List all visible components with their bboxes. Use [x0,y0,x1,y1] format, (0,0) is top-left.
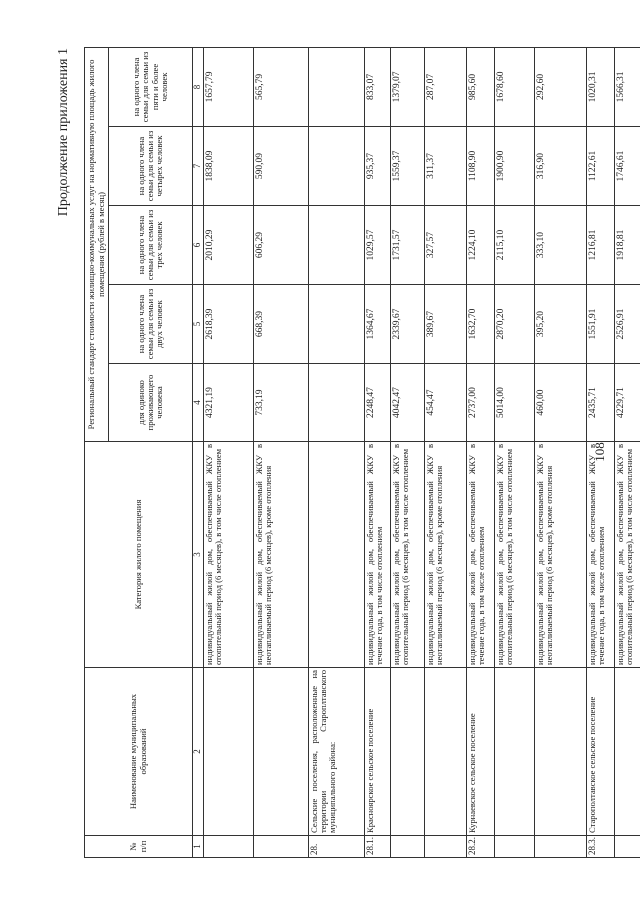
value-family-3: 1918,81 [614,206,640,285]
row-number: 28.2. [466,836,494,858]
page-number: 108 [592,442,607,462]
row-number [534,836,586,858]
value-family-5: 1566,31 [614,47,640,126]
value-family-5: 1678,60 [494,47,534,126]
value-family-4: 1900,90 [494,127,534,206]
col-number: 8 [193,47,204,126]
value-family-3: 2010,29 [203,206,253,285]
col-number: 3 [193,442,204,668]
row-number: 28. [308,836,364,858]
table-row [534,47,586,857]
value-family-2: 2339,67 [390,285,424,364]
housing-category: индивидуальный жилой дом, обеспечиваемый ЖКУ в отопительный период (6 месяцев), в том числе отоплением [614,442,640,668]
value-family-4: 1838,09 [203,127,253,206]
housing-category: индивидуальный жилой дом, обеспечиваемый ЖКУ в неотапливаемый период (6 месяцев), кроме отопления [253,442,308,668]
table-row [466,47,494,857]
housing-category: индивидуальный жилой дом, обеспечиваемый ЖКУ в отопительный период (6 месяцев), в том числе отоплением [390,442,424,668]
value-family-4: 590,09 [253,127,308,206]
housing-standard-table [84,47,640,858]
header-sub-1: для одиноко проживающего человека [109,364,193,442]
table-row [494,47,534,857]
housing-category: индивидуальный жилой дом, обеспечиваемый ЖКУ в течение года, в том числе отоплением [586,442,614,668]
value-single: 733,19 [253,364,308,442]
municipality-name [253,668,308,836]
housing-category: индивидуальный жилой дом, обеспечиваемый ЖКУ в отопительный период (6 месяцев), в том числе отоплением [494,442,534,668]
value-family-3: 1224,10 [466,206,494,285]
value-family-5: 833,07 [364,47,390,126]
value-family-5: 1020,31 [586,47,614,126]
header-no: № п/п [85,836,193,858]
value-family-2: 389,67 [424,285,466,364]
value-family-5: 1379,07 [390,47,424,126]
header-sub-4: на одного члена семьи для семьи из четырех человек [109,127,193,206]
municipality-name: Красноярское сельское поселение [364,668,390,836]
table-row [586,47,614,857]
value-single: 454,47 [424,364,466,442]
municipality-name [424,668,466,836]
value-single: 4321,19 [203,364,253,442]
value-family-5 [308,47,364,126]
value-family-5: 565,79 [253,47,308,126]
value-single: 4229,71 [614,364,640,442]
value-family-4: 1108,90 [466,127,494,206]
value-family-3: 333,10 [534,206,586,285]
value-family-3: 2115,10 [494,206,534,285]
col-number: 7 [193,127,204,206]
value-family-5: 287,07 [424,47,466,126]
municipality-name [494,668,534,836]
municipality-name: Курнаевское сельское поселение [466,668,494,836]
header-sub-2: на одного члена семьи для семьи из двух человек [109,285,193,364]
value-family-2: 2618,39 [203,285,253,364]
table-row [253,47,308,857]
municipality-name [390,668,424,836]
value-family-4: 311,37 [424,127,466,206]
row-number [203,836,253,858]
value-family-2 [308,285,364,364]
appendix-continuation-label: Продолжение приложения 1 [56,48,71,217]
value-single: 2248,47 [364,364,390,442]
housing-category: индивидуальный жилой дом, обеспечиваемый ЖКУ в неотапливаемый период (6 месяцев), кроме отопления [534,442,586,668]
municipality-name [614,668,640,836]
row-number [253,836,308,858]
housing-category: индивидуальный жилой дом, обеспечиваемый ЖКУ в неотапливаемый период (6 месяцев), кроме отопления [424,442,466,668]
value-single: 2737,00 [466,364,494,442]
municipality-name [203,668,253,836]
col-number: 6 [193,206,204,285]
value-single: 2435,71 [586,364,614,442]
value-family-2: 1551,91 [586,285,614,364]
value-family-3: 1216,81 [586,206,614,285]
value-single: 460,00 [534,364,586,442]
municipality-name [534,668,586,836]
value-family-2: 668,39 [253,285,308,364]
header-sub-5: на одного члена семьи для семьи из пяти и более человек [109,47,193,126]
value-family-3 [308,206,364,285]
row-number [614,836,640,858]
column-numbers-row [193,47,204,857]
header-category: Категория жилого помещения [85,442,193,668]
value-single [308,364,364,442]
value-family-3: 327,57 [424,206,466,285]
housing-category: индивидуальный жилой дом, обеспечиваемый ЖКУ в отопительный период (6 месяцев), в том числе отоплением [203,442,253,668]
value-single: 4042,47 [390,364,424,442]
housing-category: индивидуальный жилой дом, обеспечиваемый ЖКУ в течение года, в том числе отоплением [364,442,390,668]
header-sub-3: на одного члена семьи для семьи из трех человек [109,206,193,285]
value-family-5: 292,60 [534,47,586,126]
value-family-2: 2870,20 [494,285,534,364]
value-family-2: 2526,91 [614,285,640,364]
table-row [203,47,253,857]
row-number: 28.3. [586,836,614,858]
municipality-name: Сельские поселения, расположенные на территории Староплтавского муниципального района: [308,668,364,836]
row-number: 28.1. [364,836,390,858]
value-family-5: 985,60 [466,47,494,126]
row-number [424,836,466,858]
municipality-name: Старополтавское сельское поселение [586,668,614,836]
col-number: 5 [193,285,204,364]
value-family-3: 1029,57 [364,206,390,285]
header-name: Наименование муниципальных образований [85,668,193,836]
table-row [364,47,390,857]
header-standard: Региональный стандарт стоимости жилищно-коммунальных услуг на нормативную площадь жилого помещения (рублей в месяц) [85,47,109,441]
value-family-5: 1657,79 [203,47,253,126]
value-family-4: 935,37 [364,127,390,206]
value-family-3: 1731,57 [390,206,424,285]
row-number [494,836,534,858]
table-row [308,47,364,857]
table-row [424,47,466,857]
value-single: 5014,00 [494,364,534,442]
table-row [390,47,424,857]
col-number: 2 [193,668,204,836]
col-number: 4 [193,364,204,442]
value-family-2: 1364,67 [364,285,390,364]
col-number: 1 [193,836,204,858]
table-row [614,47,640,857]
value-family-4 [308,127,364,206]
value-family-4: 316,90 [534,127,586,206]
value-family-2: 395,20 [534,285,586,364]
value-family-4: 1122,61 [586,127,614,206]
value-family-3: 606,29 [253,206,308,285]
value-family-4: 1559,37 [390,127,424,206]
housing-category: индивидуальный жилой дом, обеспечиваемый ЖКУ в течение года, в том числе отоплением [466,442,494,668]
row-number [390,836,424,858]
rotated-sheet [56,48,634,858]
value-family-4: 1746,61 [614,127,640,206]
housing-category [308,442,364,668]
value-family-2: 1632,70 [466,285,494,364]
